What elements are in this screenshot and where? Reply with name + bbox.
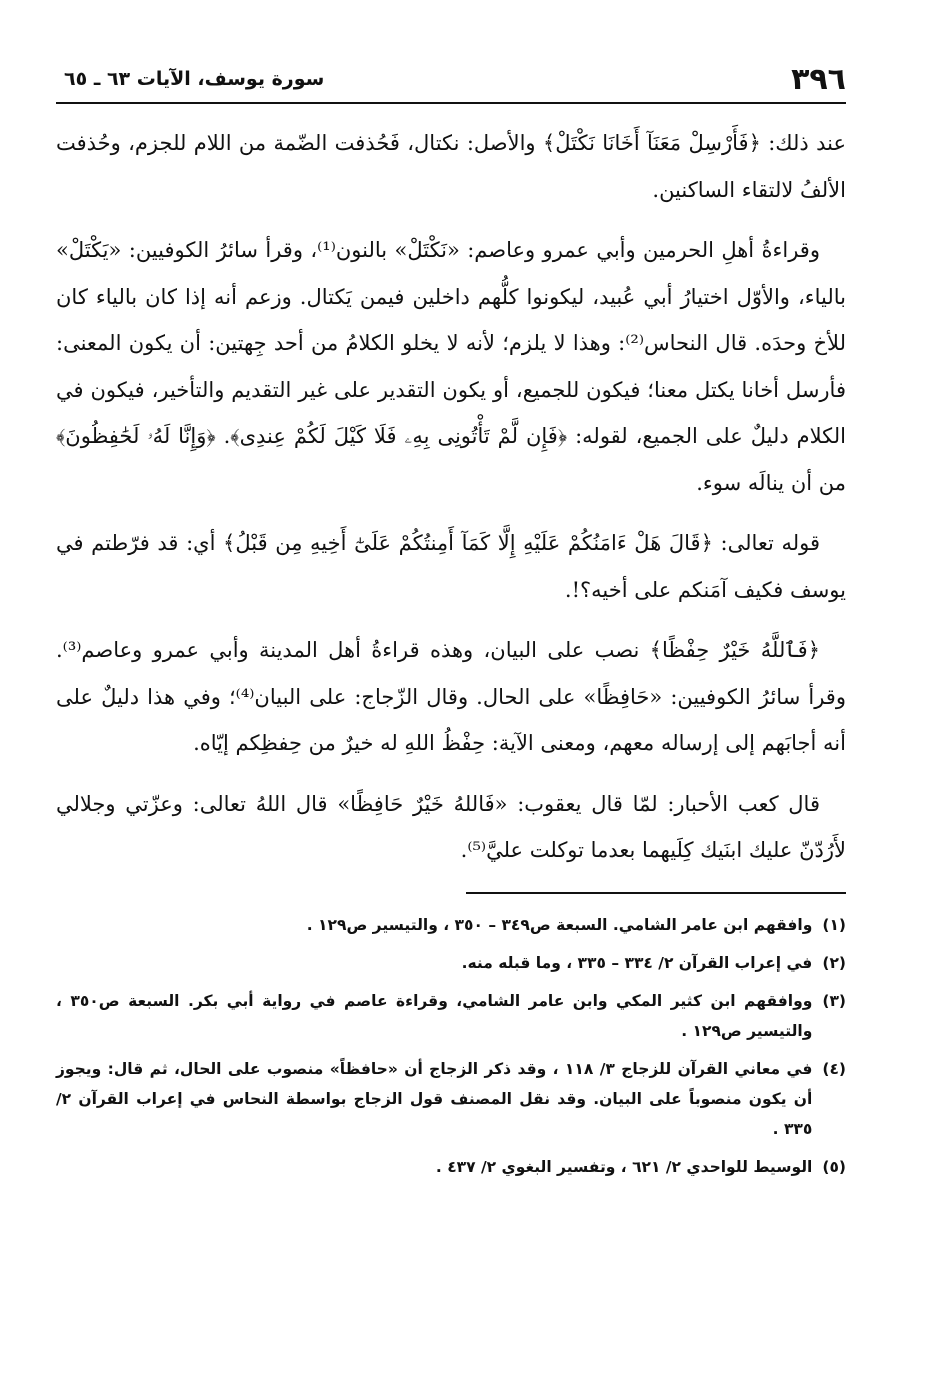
footnote-text: في معاني القرآن للزجاج ٣/ ١١٨ ، وقد ذكر الزجاج أن «حافظاً» منصوب على الحال، ثم قال: ويجوز أن يكون منصوباً على البيان. وقد نقل المصنف قول الزجاج بواسطة النحاس في إعراب القرآن ٢/ ٣٣٥ . bbox=[56, 1059, 813, 1138]
book-page bbox=[56, 50, 846, 1350]
main-text bbox=[56, 120, 846, 874]
footnote-number: (٥) bbox=[822, 1157, 846, 1176]
footnote bbox=[56, 1054, 846, 1144]
footnote-text: وافقهم ابن عامر الشامي. السبعة ص٣٤٩ – ٣٥٠ ، والتيسير ص١٢٩ . bbox=[306, 915, 813, 934]
footnote-number: (٢) bbox=[822, 953, 846, 972]
footnotes bbox=[56, 910, 846, 1182]
footnote-number: (١) bbox=[822, 915, 846, 934]
footnote-number: (٤) bbox=[822, 1059, 846, 1078]
footnote-text: في إعراب القرآن ٢/ ٣٣٤ – ٣٣٥ ، وما قبله منه. bbox=[461, 953, 813, 972]
paragraph: قال كعب الأحبار: لمّا قال يعقوب: «فَاللهُ خَيْرٌ حَافِظًا» قال اللهُ تعالى: وعزّتي وجلالي لأَرُدّنّ عليك ابنَيك كِلَيهما بعدما توكلت عليَّ⁽⁵⁾. bbox=[56, 791, 846, 862]
running-title: سورة يوسف، الآيات ٦٣ ـ ٦٥ bbox=[64, 68, 325, 90]
footnote bbox=[56, 910, 846, 940]
page-number: ٣٩٦ bbox=[791, 62, 846, 97]
paragraph: قوله تعالى: ﴿قَالَ هَلْ ءَامَنُكُمْ عَلَيْهِ إِلَّا كَمَآ أَمِنتُكُمْ عَلَىٰٓ أَخِيهِ مِن قَبْلُ﴾ أي: قد فرّطتم في يوسف فكيف آمَنكم على أخيه؟!. bbox=[56, 531, 846, 602]
footnote-divider bbox=[466, 892, 846, 894]
footnote bbox=[56, 986, 846, 1046]
page-header bbox=[56, 50, 846, 104]
paragraph: وقراءةُ أهلِ الحرمين وأبي عمرو وعاصم: «نَكْتَلْ» بالنون⁽¹⁾، وقرأ سائرُ الكوفيين: «يَكْتَلْ» بالياء، والأوّل اختيارُ أبي عُبيد، ليكونوا كلُّهم داخلين فيمن يَكتال. وزعم أنه إذا كان بالياء كان للأخ وحدَه. قال النحاس⁽²⁾: وهذا لا يلزم؛ لأنه لا يخلو الكلامُ من أحد جِهتين: أن يكون المعنى: فأرسل أخانا يكتل معنا؛ فيكون للجميع، أو يكون التقدير على غير التقديم والتأخير، فيكون في الكلام دليلٌ على الجميع، لقوله: ﴿فَإِن لَّمْ تَأْتُونِى بِهِۦ فَلَا كَيْلَ لَكُمْ عِندِى﴾. ﴿وَإِنَّا لَهُۥ لَحَٰفِظُونَ﴾ من أن ينالَه سوء. bbox=[56, 238, 846, 495]
paragraph: عند ذلك: ﴿فَأَرْسِلْ مَعَنَآ أَخَانَا نَكْتَلْ﴾ والأصل: نكتال، فَحُذفت الضّمة من اللام للجزم، وحُذفت الألفُ لالتقاء الساكنين. bbox=[56, 131, 846, 202]
footnote-text: الوسيط للواحدي ٢/ ٦٢١ ، وتفسير البغوي ٢/ ٤٣٧ . bbox=[435, 1157, 813, 1176]
footnote-number: (٣) bbox=[822, 991, 846, 1010]
paragraph: ﴿فَٱللَّهُ خَيْرٌ حِفْظًا﴾ نصب على البيان، وهذه قراءةُ أهل المدينة وأبي عمرو وعاصم⁽³⁾. وقرأ سائرُ الكوفيين: «حَافِظًا» على الحال. وقال الزّجاج: على البيان⁽⁴⁾؛ وفي هذا دليلٌ على أنه أجابَهم إلى إرساله معهم، ومعنى الآية: حِفْظُ اللهِ له خيرٌ من حِفظِكم إيّاه. bbox=[56, 638, 846, 755]
footnote bbox=[56, 1152, 846, 1182]
footnote bbox=[56, 948, 846, 978]
footnote-text: ووافقهم ابن كثير المكي وابن عامر الشامي، وقراءة عاصم في رواية أبي بكر. السبعة ص٣٥٠ ، والتيسير ص١٢٩ . bbox=[56, 991, 813, 1040]
